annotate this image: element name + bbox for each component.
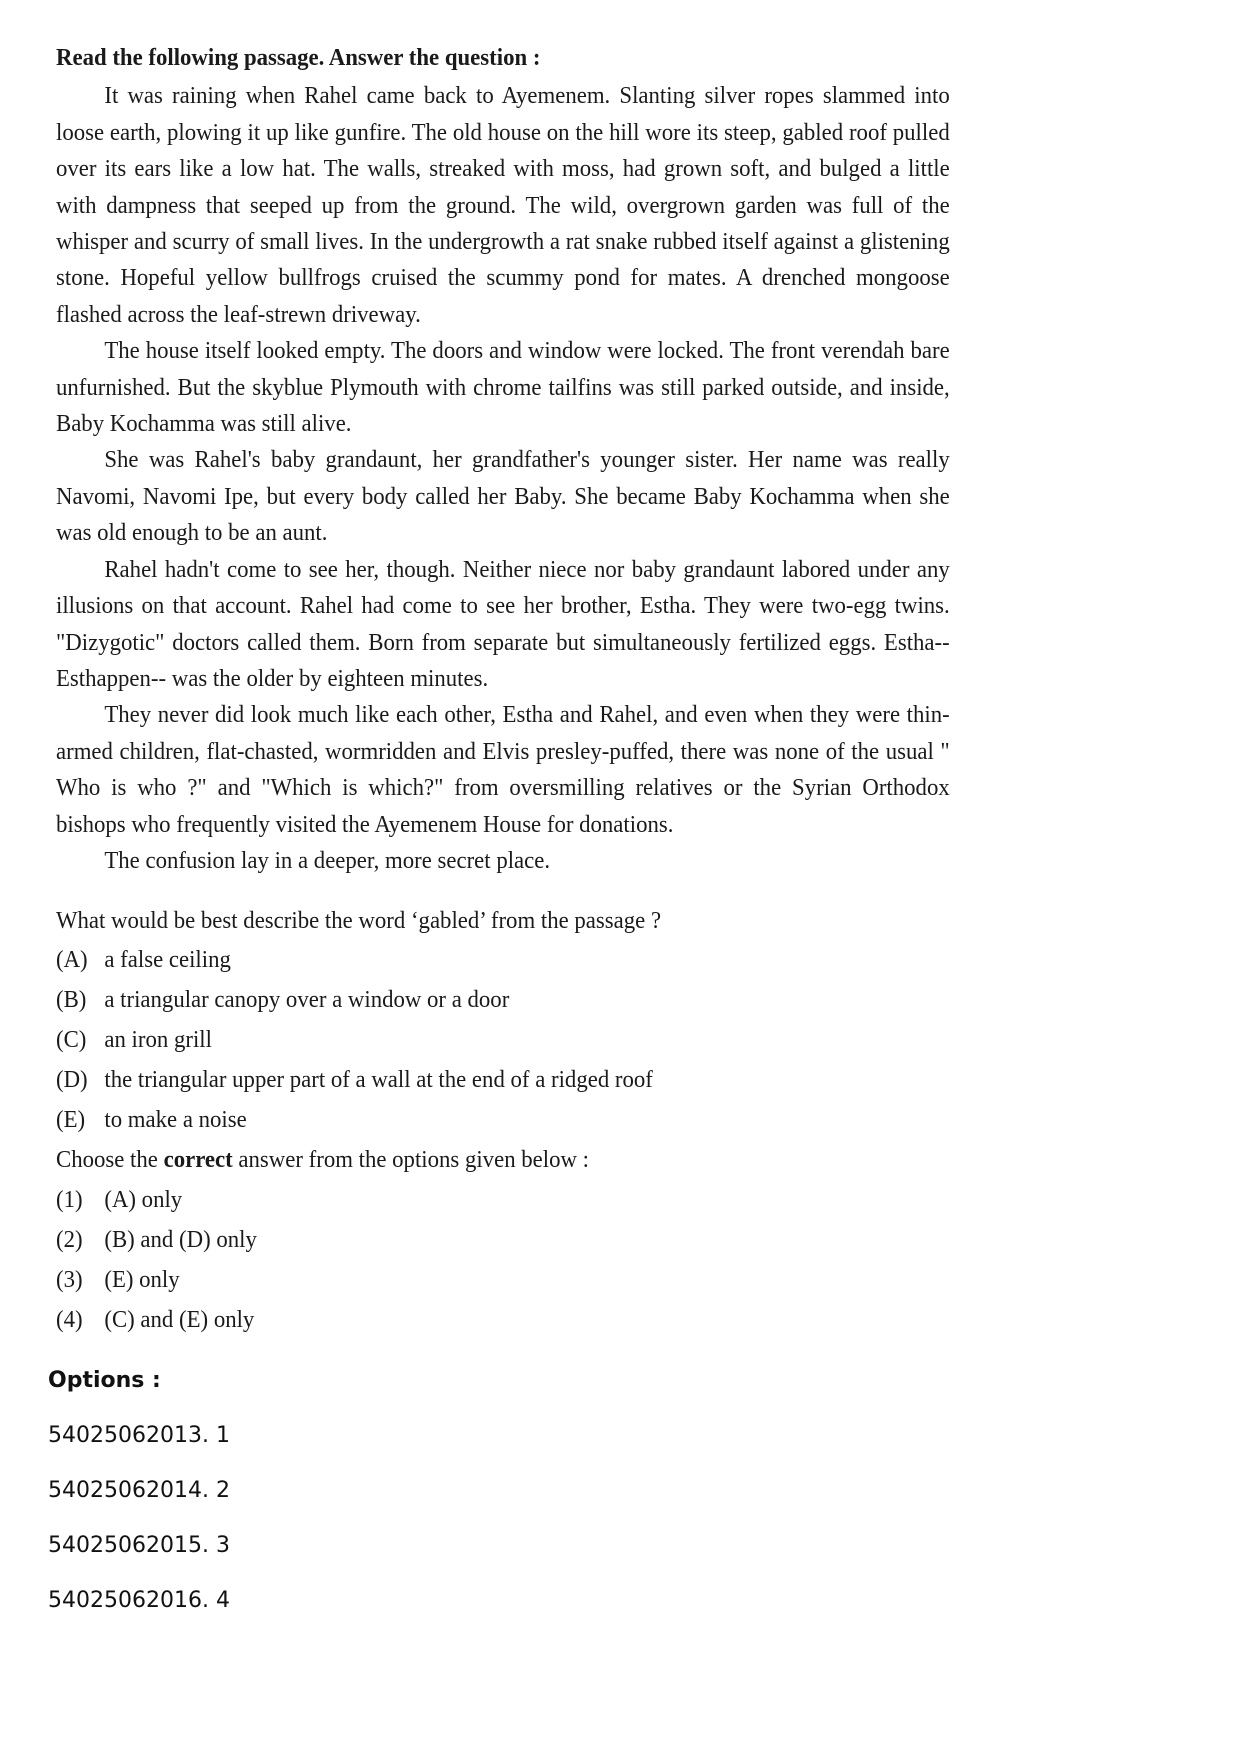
passage	[56, 78, 950, 879]
statement-text: a triangular canopy over a window or a door	[104, 985, 510, 1013]
options-heading: Options :	[48, 1368, 161, 1393]
statement-item	[56, 1060, 950, 1100]
choose-text-after: answer from the options given below :	[232, 1145, 589, 1173]
answer-choice-key: (1)	[56, 1185, 83, 1213]
instruction-heading: Read the following passage. Answer the question :	[56, 44, 541, 71]
answer-choice-text: (A) only	[104, 1185, 183, 1213]
choose-text-before: Choose the	[56, 1145, 164, 1173]
option-id-3: 54025062015. 3	[48, 1533, 230, 1558]
passage-paragraph: Rahel hadn't come to see her, though. Neither niece nor baby grandaunt labored under any illusions on that account. Rahel had come to see her brother, Estha. They were two-egg twins. "Dizygotic" doctors called them. Born from separate but simultaneously fertilized eggs. Estha-- Esthappen-- was the older by eighteen minutes.	[56, 555, 950, 692]
question-text: What would be best describe the word ‘gabled’ from the passage ?	[56, 907, 662, 935]
statement-key: (B)	[56, 985, 87, 1013]
answer-choice	[56, 1180, 950, 1220]
statement-item	[56, 1020, 950, 1060]
answer-choice-text: (B) and (D) only	[104, 1225, 257, 1253]
statement-text: an iron grill	[104, 1025, 212, 1053]
passage-paragraph: She was Rahel's baby grandaunt, her grandfather's younger sister. Her name was really Navomi, Navomi Ipe, but every body called her Baby. She became Baby Kochamma when she was old enough to be an aunt.	[56, 446, 950, 547]
statement-key: (E)	[56, 1105, 86, 1133]
statement-item	[56, 1100, 950, 1140]
statement-item	[56, 940, 950, 980]
answer-choice	[56, 1300, 950, 1340]
statement-item	[56, 980, 950, 1020]
passage-paragraph: The confusion lay in a deeper, more secret place.	[104, 846, 551, 874]
options-section	[48, 1366, 230, 1616]
answer-choice	[56, 1260, 950, 1300]
statement-text: to make a noise	[104, 1105, 247, 1133]
option-id-1: 54025062013. 1	[48, 1423, 230, 1448]
choose-text-bold: correct	[163, 1145, 233, 1173]
choose-instruction	[56, 1140, 950, 1180]
statement-key: (D)	[56, 1065, 88, 1093]
answer-choice-list	[56, 1180, 950, 1340]
question-sheet	[56, 40, 950, 1340]
answer-choice-key: (3)	[56, 1265, 83, 1293]
answer-choice-key: (4)	[56, 1305, 83, 1333]
statement-list	[56, 940, 950, 1140]
answer-choice-text: (E) only	[104, 1265, 180, 1293]
statement-text: the triangular upper part of a wall at the end of a ridged roof	[104, 1065, 653, 1093]
option-id-2: 54025062014. 2	[48, 1478, 230, 1503]
answer-choice-text: (C) and (E) only	[104, 1305, 255, 1333]
statement-key: (A)	[56, 945, 88, 973]
statement-text: a false ceiling	[104, 945, 231, 973]
answer-choice-key: (2)	[56, 1225, 83, 1253]
answer-choice	[56, 1220, 950, 1260]
option-id-4: 54025062016. 4	[48, 1588, 230, 1613]
passage-paragraph: They never did look much like each other, Estha and Rahel, and even when they were thin-armed children, flat-chasted, wormridden and Elvis presley-puffed, there was none of the usual " Who is who ?" and "Which is which?" from oversmilling relatives or the Syrian Orthodox bishops who frequently visited the Ayemenem House for donations.	[56, 701, 950, 838]
statement-key: (C)	[56, 1025, 87, 1053]
passage-paragraph: The house itself looked empty. The doors and window were locked. The front verendah bare unfurnished. But the skyblue Plymouth with chrome tailfins was still parked outside, and inside, Baby Kochamma was still alive.	[56, 337, 950, 438]
passage-paragraph: It was raining when Rahel came back to Ayemenem. Slanting silver ropes slammed into loose earth, plowing it up like gunfire. The old house on the hill wore its steep, gabled roof pulled over its ears like a low hat. The walls, streaked with moss, had grown soft, and bulged a little with dampness that seeped up from the ground. The wild, overgrown garden was full of the whisper and scurry of small lives. In the undergrowth a rat snake rubbed itself against a glistening stone. Hopeful yellow bullfrogs cruised the scummy pond for mates. A drenched mongoose flashed across the leaf-strewn driveway.	[56, 82, 950, 328]
